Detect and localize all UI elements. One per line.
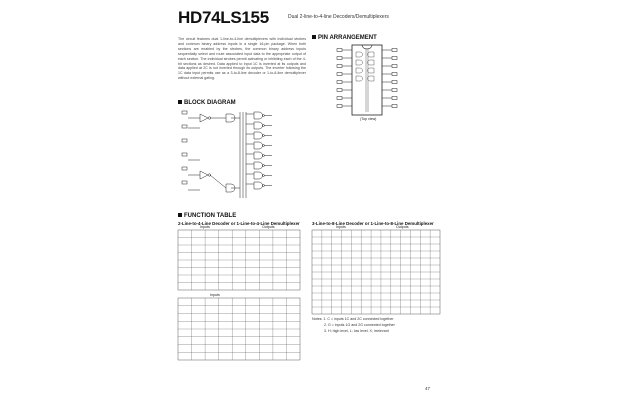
signal-line [210, 175, 226, 188]
ic-pin-pad [392, 81, 397, 84]
table1-title: 2-Line-to-4-Line Decoder or 1-Line-to-4-Line Demultiplexer [178, 221, 300, 226]
ic-pin-pad [392, 49, 397, 52]
note-3: 3. H; high level, L; low level, X; irrelevant [324, 329, 389, 333]
ic-pin-pad [392, 105, 397, 108]
ic-internal-logic [356, 48, 374, 112]
intro-paragraph: The circuit features dual 1-line-to-4-line demultiplexers with individual strobes and common binary address inputs in a single 16-pin package. When both sections are enabled by the strobes, the common binary address inputs sequentially select and route associated input data to the appropriate output of each section. The individual strobes permit activating or inhibiting each of the 4-bit sections as desired. Data applied to input 1C is inverted at its outputs and data applied at 2C is not inverted through its outputs. The inverter following the 1C data input permits use as a 3-to-8-line decoder or 1-to-8-line demultiplexer without external gating. [178, 37, 306, 81]
input-label-box [182, 111, 187, 114]
ic-pin-pad [392, 73, 397, 76]
table-header-label: Outputs [396, 225, 409, 229]
ic-pin-pad [392, 89, 397, 92]
inverter-bubble [263, 115, 265, 117]
pin-view-label: (Top view) [360, 117, 377, 121]
page-subtitle: Dual 2-line-to-4-line Decoders/Demultiplexers [288, 14, 389, 20]
nand-gate-symbol [254, 162, 263, 169]
nand-gate-symbol [254, 112, 263, 119]
note-2: 2. G = inputs 1G and 2G connected together [324, 323, 395, 327]
table-header-label: Inputs [336, 225, 346, 229]
input-label-box [182, 125, 187, 128]
nand-gate-symbol [254, 142, 263, 149]
table2-title: 3-Line-to-8-Line Decoder or 1-Line-to-8-Line Demultiplexer [312, 221, 434, 226]
ic-notch [362, 45, 372, 49]
table-header-label: Inputs [200, 225, 210, 229]
ic-pin-pad [337, 49, 342, 52]
inverter-bubble [263, 175, 265, 177]
input-label-box [182, 167, 187, 170]
nand-gate-symbol [254, 182, 263, 189]
input-label-box [182, 153, 187, 156]
function-table-1 [178, 225, 300, 290]
page-title: HD74LS155 [178, 8, 269, 27]
ic-pin-pad [392, 57, 397, 60]
nand-gate-symbol [254, 132, 263, 139]
ic-pin-pad [337, 89, 342, 92]
block-diagram-figure [182, 111, 272, 198]
buffer-gate-symbol [200, 171, 208, 179]
note-1: Notes: 1. C = inputs 1C and 2C connected together [312, 317, 394, 321]
inverter-bubble [263, 125, 265, 127]
ic-pin-pad [392, 97, 397, 100]
nand-gate-symbol [368, 52, 375, 57]
ic-pin-pad [337, 105, 342, 108]
nand-gate-symbol [356, 52, 363, 57]
ic-pin-pad [337, 81, 342, 84]
ic-pin-pad [337, 73, 342, 76]
pin-arrangement-label: PIN ARRANGEMENT [318, 35, 377, 41]
inverter-bubble [263, 135, 265, 137]
ic-pins [337, 49, 397, 108]
pin-arrangement-figure [337, 45, 397, 121]
inverter-bubble [263, 165, 265, 167]
nand-gate-symbol [368, 68, 375, 73]
ic-package-outline [352, 45, 382, 115]
function-table-2 [178, 293, 300, 360]
input-label-box [182, 181, 187, 184]
input-label-box [182, 139, 187, 142]
function-table-3 [312, 225, 440, 314]
page-number: 47 [425, 386, 431, 391]
ic-pin-pad [337, 57, 342, 60]
block-diagram-label: BLOCK DIAGRAM [184, 100, 236, 106]
ic-pin-pad [337, 65, 342, 68]
inverter-bubble [263, 155, 265, 157]
inverter-bubble [263, 145, 265, 147]
table-header-label: Outputs [262, 225, 275, 229]
ic-pin-pad [392, 65, 397, 68]
nand-gate-symbol [254, 172, 263, 179]
function-table-label: FUNCTION TABLE [184, 213, 237, 219]
nand-gate-symbol [254, 152, 263, 159]
nand-gate-symbol [368, 76, 375, 81]
nand-gate-symbol [356, 68, 363, 73]
nand-gate-symbol [356, 60, 363, 65]
inverter-bubble [263, 185, 265, 187]
table-header-label: Inputs [210, 293, 220, 297]
nand-gate-symbol [254, 122, 263, 129]
nand-gate-symbol [356, 76, 363, 81]
ic-pin-pad [337, 97, 342, 100]
nand-gate-symbol [368, 60, 375, 65]
buffer-gate-symbol [200, 114, 208, 122]
